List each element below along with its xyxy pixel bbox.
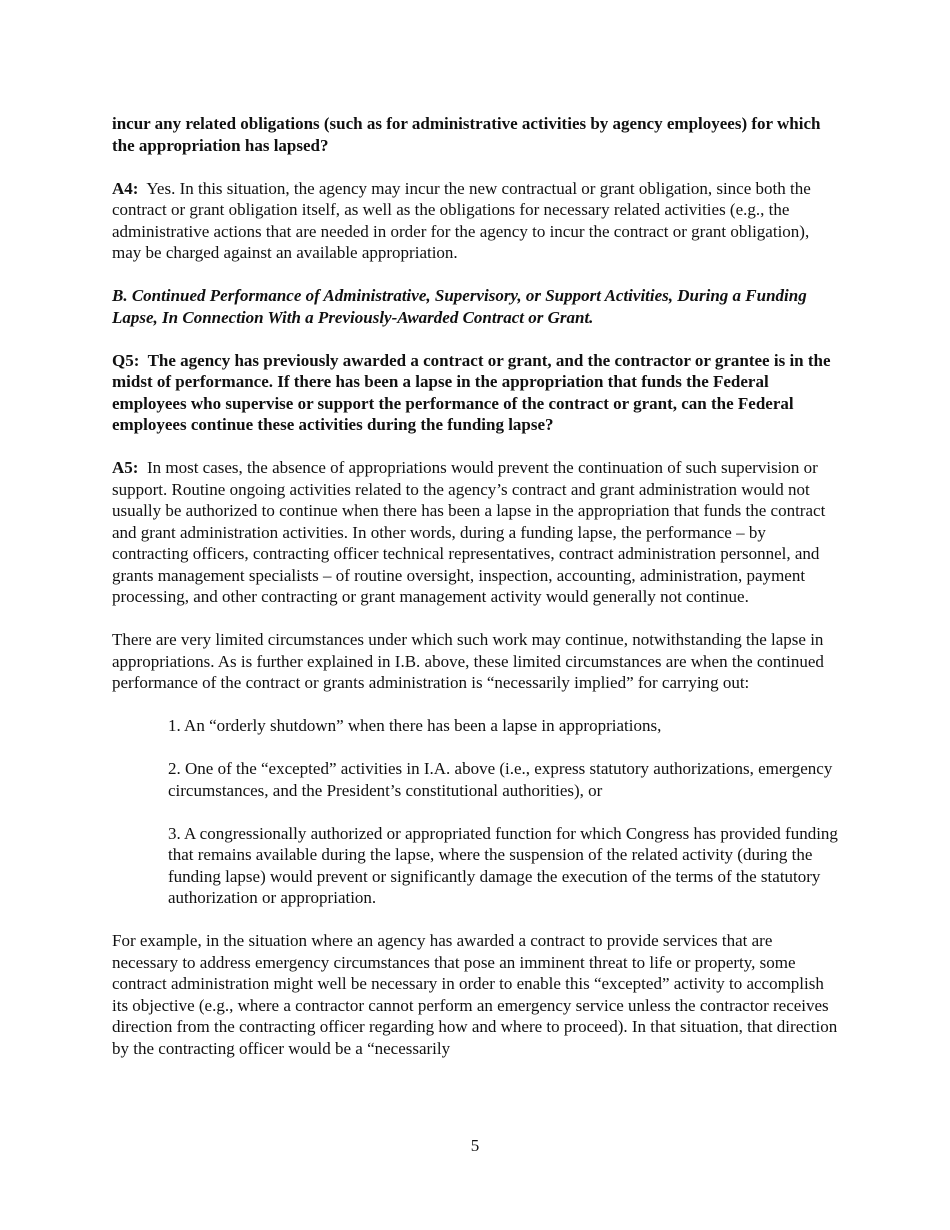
document-page [112, 113, 842, 1081]
section-b-heading: B. Continued Performance of Administrative, Supervisory, or Support Activities, During a Funding Lapse, In Connection With a Previously-Awarded Contract or Grant. [112, 286, 807, 327]
limited-circumstances-paragraph: There are very limited circumstances under which such work may continue, notwithstanding the lapse in appropriations. As is further explained in I.B. above, these limited circumstances are when the continued performance of the contract or grants administration is “necessarily implied” for carrying out: [112, 630, 824, 692]
question-5-paragraph [112, 350, 842, 436]
list-item: 1. An “orderly shutdown” when there has been a lapse in appropriations, [168, 716, 662, 735]
answer-4-label: A4: [112, 178, 139, 198]
answer-4-text: Yes. In this situation, the agency may incur the new contractual or grant obligation, since both the contract or grant obligation itself, as well as the obligations for necessary related activities (e.g., the administrative actions that are needed in order for the agency to incur the contract or grant obligation), may be charged against an available appropriation. [112, 178, 811, 262]
question-5-label: Q5: [112, 350, 140, 370]
answer-5-label: A5: [112, 458, 139, 477]
question-4-continuation: incur any related obligations (such as for administrative activities by agency employees) for which the appropriation has lapsed? [112, 114, 821, 155]
circumstances-list [168, 715, 842, 909]
example-paragraph: For example, in the situation where an agency has awarded a contract to provide services that are necessary to address emergency circumstances that pose an imminent threat to life or property, some contract administration might well be necessary in order to enable this “excepted” activity to accomplish its objective (e.g., where a contractor cannot perform an emergency service unless the contractor receives direction from the contracting officer regarding how and where to proceed). In that situation, that direction by the contracting officer would be a “necessarily [112, 931, 838, 1058]
question-5-text: The agency has previously awarded a contract or grant, and the contractor or grantee is in the midst of performance. If there has been a lapse in the appropriation that funds the Federal employees who supervise or support the performance of the contract or grant, can the Federal employees continue these activities during the funding lapse? [112, 350, 831, 434]
list-item: 2. One of the “excepted” activities in I.A. above (i.e., express statutory authorizations, emergency circumstances, and the President’s constitutional authorities), or [168, 759, 833, 800]
answer-5-text: In most cases, the absence of appropriations would prevent the continuation of such supervision or support. Routine ongoing activities related to the agency’s contract and grant administration would not usually be authorized to continue when there has been a lapse in the appropriation that funds the contract and grant administration activities. In other words, during a funding lapse, the performance – by contracting officers, contracting officer technical representatives, contract administration personnel, and grants management specialists – of routine oversight, inspection, accounting, administration, payment processing, and other contracting or grant management activity would generally not continue. [112, 458, 826, 606]
page-number: 5 [470, 1136, 480, 1155]
answer-4-paragraph [112, 178, 842, 264]
answer-5-paragraph [112, 457, 842, 608]
list-item: 3. A congressionally authorized or appropriated function for which Congress has provided funding that remains available during the lapse, where the suspension of the related activity (during the funding lapse) would prevent or significantly damage the execution of the terms of the statutory authorization or appropriation. [168, 823, 838, 907]
